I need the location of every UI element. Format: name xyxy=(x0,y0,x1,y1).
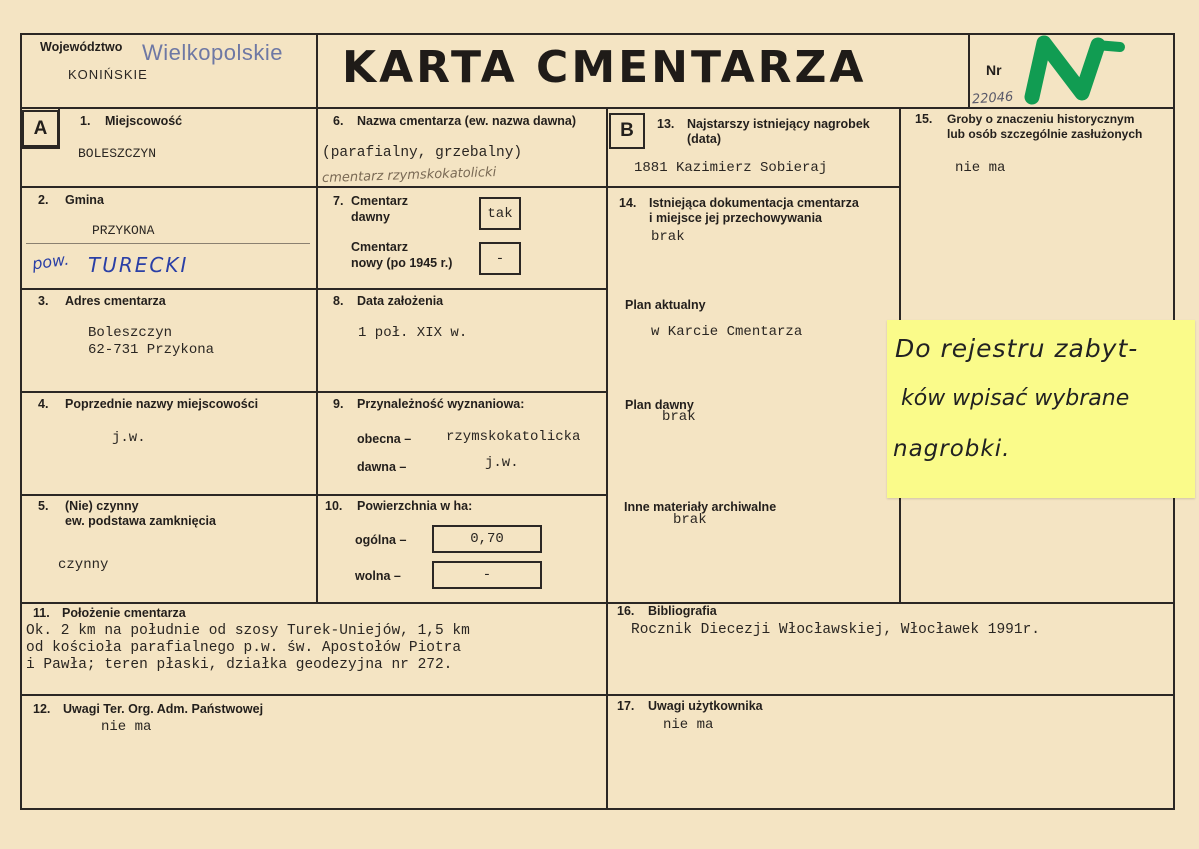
field1-num: 1. xyxy=(80,114,91,128)
sticky-note xyxy=(887,320,1195,498)
inne-value: brak xyxy=(673,512,707,528)
field8-label: Data założenia xyxy=(357,294,444,308)
field16-value: Rocznik Diecezji Włocławskiej, Włocławek 1991r. xyxy=(631,622,1040,638)
field6-num: 6. xyxy=(333,114,344,128)
divider xyxy=(20,186,318,188)
field9-dawna-value: j.w. xyxy=(485,455,519,471)
field12-label: Uwagi Ter. Org. Adm. Państwowej xyxy=(63,702,264,716)
field14-num: 14. xyxy=(619,196,637,210)
divider xyxy=(606,186,901,188)
field13-label2: (data) xyxy=(687,132,722,146)
divider xyxy=(20,391,318,393)
field14-value: brak xyxy=(651,229,685,245)
field11-num: 11. xyxy=(33,606,50,620)
inne-label: Inne materiały archiwalne xyxy=(624,500,777,514)
field11-line: od kościoła parafialnego p.w. św. Apostołów Piotra xyxy=(26,640,462,656)
field7-nowy-box: - xyxy=(479,242,521,275)
divider xyxy=(316,494,608,496)
field7-nowy-label1: Cmentarz xyxy=(351,240,408,254)
field1-label: Miejscowość xyxy=(105,114,183,128)
divider xyxy=(20,494,318,496)
divider xyxy=(316,391,608,393)
sticky-note-line: nagrobki. xyxy=(893,436,1011,462)
field13-label1: Najstarszy istniejący nagrobek xyxy=(687,117,870,131)
field10-ogolna-box: 0,70 xyxy=(432,525,542,553)
divider xyxy=(968,33,970,108)
field6-label: Nazwa cmentarza (ew. nazwa dawna) xyxy=(357,114,577,128)
field3-line1: Boleszczyn xyxy=(88,325,173,341)
field9-obecna-label: obecna – xyxy=(357,432,412,446)
field6-value: (parafialny, grzebalny) xyxy=(322,145,523,161)
field11-label: Położenie cmentarza xyxy=(62,606,186,620)
field15-label1: Groby o znaczeniu historycznym xyxy=(947,112,1135,126)
field7-dawny-box: tak xyxy=(479,197,521,230)
field3-label: Adres cmentarza xyxy=(65,294,166,308)
divider xyxy=(316,33,318,603)
field7-nowy-label2: nowy (po 1945 r.) xyxy=(351,256,453,270)
field11-line: Ok. 2 km na południe od szosy Turek-Uniejów, 1,5 km xyxy=(26,623,470,639)
field10-ogolna-label: ogólna – xyxy=(355,533,407,547)
field9-num: 9. xyxy=(333,397,344,411)
field16-num: 16. xyxy=(617,604,635,618)
nr-number: 22046 xyxy=(971,89,1014,108)
field8-num: 8. xyxy=(333,294,344,308)
nr-mark-text: N xyxy=(1020,35,1021,36)
sticky-note-line: Do rejestru zabyt- xyxy=(895,334,1139,363)
field7-num: 7. xyxy=(333,194,344,208)
sticky-note-line: ków wpisać wybrane xyxy=(901,386,1130,411)
field9-dawna-label: dawna – xyxy=(357,460,407,474)
plan-aktualny-label: Plan aktualny xyxy=(625,298,706,312)
divider xyxy=(58,107,60,149)
plan-aktualny-value: w Karcie Cmentarza xyxy=(651,324,803,340)
field13-num: 13. xyxy=(657,117,675,131)
field12-value: nie ma xyxy=(101,719,152,735)
field16-label: Bibliografia xyxy=(648,604,717,618)
wojewodztwo-stamp: Wielkopolskie xyxy=(142,40,283,65)
divider xyxy=(20,694,1175,696)
field4-label: Poprzednie nazwy miejscowości xyxy=(65,397,259,411)
nr-label: Nr xyxy=(986,62,1002,78)
field12-num: 12. xyxy=(33,702,51,716)
nr-mark xyxy=(1020,35,1130,110)
field2-value: PRZYKONA xyxy=(92,223,155,238)
field10-wolna-box: - xyxy=(432,561,542,589)
plan-dawny-value: brak xyxy=(662,409,696,425)
divider xyxy=(20,288,318,290)
field10-label: Powierzchnia w ha: xyxy=(357,499,473,513)
frame-top xyxy=(20,33,1175,35)
field4-value: j.w. xyxy=(112,430,146,446)
field13-value: 1881 Kazimierz Sobieraj xyxy=(634,160,828,176)
field7-dawny-label1: Cmentarz xyxy=(351,194,408,208)
field3-num: 3. xyxy=(38,294,49,308)
field15-label2: lub osób szczególnie zasłużonych xyxy=(947,127,1143,141)
field14-label1: Istniejąca dokumentacja cmentarza xyxy=(649,196,859,210)
field5-label2: ew. podstawa zamknięcia xyxy=(65,514,216,528)
field5-num: 5. xyxy=(38,499,49,513)
field2-label: Gmina xyxy=(65,193,104,207)
divider xyxy=(316,288,608,290)
field4-num: 4. xyxy=(38,397,49,411)
divider xyxy=(20,602,1175,604)
field6-handwritten: cmentarz rzymskokatolicki xyxy=(321,164,497,187)
wojewodztwo-label: Województwo xyxy=(40,40,123,54)
frame-bottom xyxy=(20,808,1175,810)
field11-line: i Pawła; teren płaski, działka geodezyjna nr 272. xyxy=(26,657,453,673)
field2-pow-label: pow. xyxy=(30,249,71,274)
field14-label2: i miejsce jej przechowywania xyxy=(649,211,822,225)
card-title: KARTA CMENTARZA xyxy=(342,42,867,93)
section-a-box: A xyxy=(22,110,59,147)
field10-num: 10. xyxy=(325,499,343,513)
field5-label1: (Nie) czynny xyxy=(65,499,139,513)
divider xyxy=(20,107,1175,109)
field10-wolna-label: wolna – xyxy=(355,569,401,583)
field2-pow-value: TURECKI xyxy=(88,253,189,277)
field15-num: 15. xyxy=(915,112,933,126)
field5-value: czynny xyxy=(58,557,109,573)
field17-label: Uwagi użytkownika xyxy=(648,699,763,713)
divider xyxy=(316,186,608,188)
section-b-box: B xyxy=(609,113,645,149)
divider xyxy=(606,107,608,810)
field2-num: 2. xyxy=(38,193,49,207)
field7-dawny-label2: dawny xyxy=(351,210,390,224)
wojewodztwo-value: KONIŃSKIE xyxy=(68,67,148,82)
field9-label: Przynależność wyznaniowa: xyxy=(357,397,525,411)
field1-value: BOLESZCZYN xyxy=(78,146,157,161)
divider xyxy=(26,243,310,244)
plan-dawny-label: Plan dawny xyxy=(625,398,694,412)
divider xyxy=(20,147,60,149)
field17-value: nie ma xyxy=(663,717,714,733)
field3-line2: 62-731 Przykona xyxy=(88,342,215,358)
field17-num: 17. xyxy=(617,699,635,713)
field9-obecna-value: rzymskokatolicka xyxy=(446,429,581,445)
field15-value: nie ma xyxy=(955,160,1006,176)
field8-value: 1 poł. XIX w. xyxy=(358,325,468,341)
